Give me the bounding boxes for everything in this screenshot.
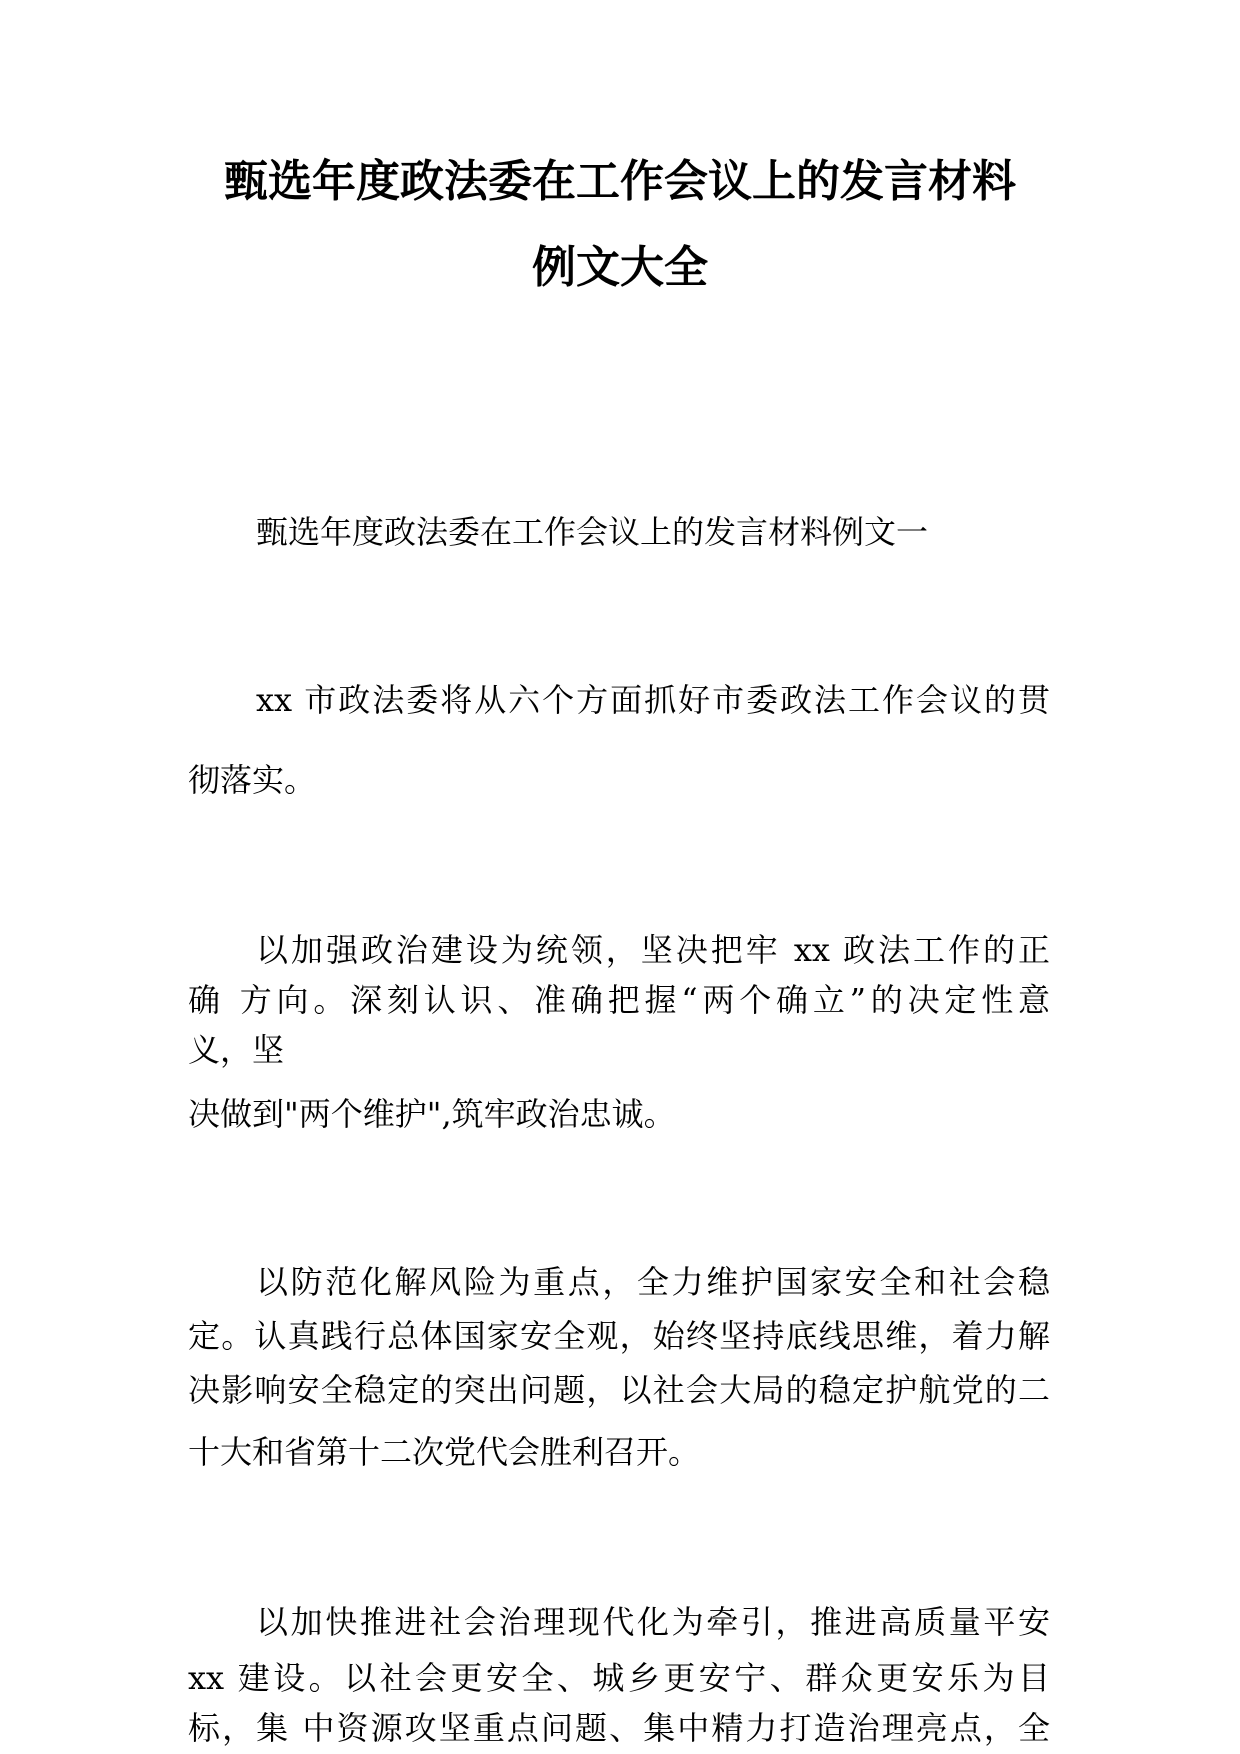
document-title-line-2: 例文大全: [532, 242, 708, 293]
paragraph-4-line-1: 以加快推进社会治理现代化为牵引，推进高质量平安: [256, 1603, 1050, 1641]
paragraph-4-line-3: 标，集 中资源攻坚重点问题、集中精力打造治理亮点，全: [188, 1709, 1050, 1747]
paragraph-1-line-2: 彻落实。: [188, 761, 317, 799]
paragraph-4-line-2: xx 建设。以社会更安全、城乡更安宁、群众更安乐为目: [188, 1659, 1050, 1697]
paragraph-2-line-4: 决做到"两个维护",筑牢政治忠诚。: [188, 1095, 676, 1133]
paragraph-2-line-1: 以加强政治建设为统领，坚决把牢 xx 政法工作的正: [256, 931, 1050, 969]
paragraph-2-line-3: 义，坚: [188, 1031, 285, 1069]
paragraph-1-line-1: xx 市政法委将从六个方面抓好市委政法工作会议的贯: [256, 681, 1050, 719]
section-heading: 甄选年度政法委在工作会议上的发言材料例文一: [256, 513, 929, 551]
paragraph-3-line-3: 决影响安全稳定的突出问题，以社会大局的稳定护航党的二: [188, 1371, 1050, 1409]
paragraph-3-line-1: 以防范化解风险为重点，全力维护国家安全和社会稳: [256, 1263, 1050, 1301]
paragraph-3-line-4: 十大和省第十二次党代会胜利召开。: [188, 1433, 701, 1471]
paragraph-3-line-2: 定。认真践行总体国家安全观，始终坚持底线思维，着力解: [188, 1317, 1050, 1355]
document-title-line-1: 甄选年度政法委在工作会议上的发言材料: [224, 156, 1016, 207]
paragraph-2-line-2: 确 方向。深刻认识、准确把握“两个确立”的决定性意: [188, 981, 1050, 1019]
